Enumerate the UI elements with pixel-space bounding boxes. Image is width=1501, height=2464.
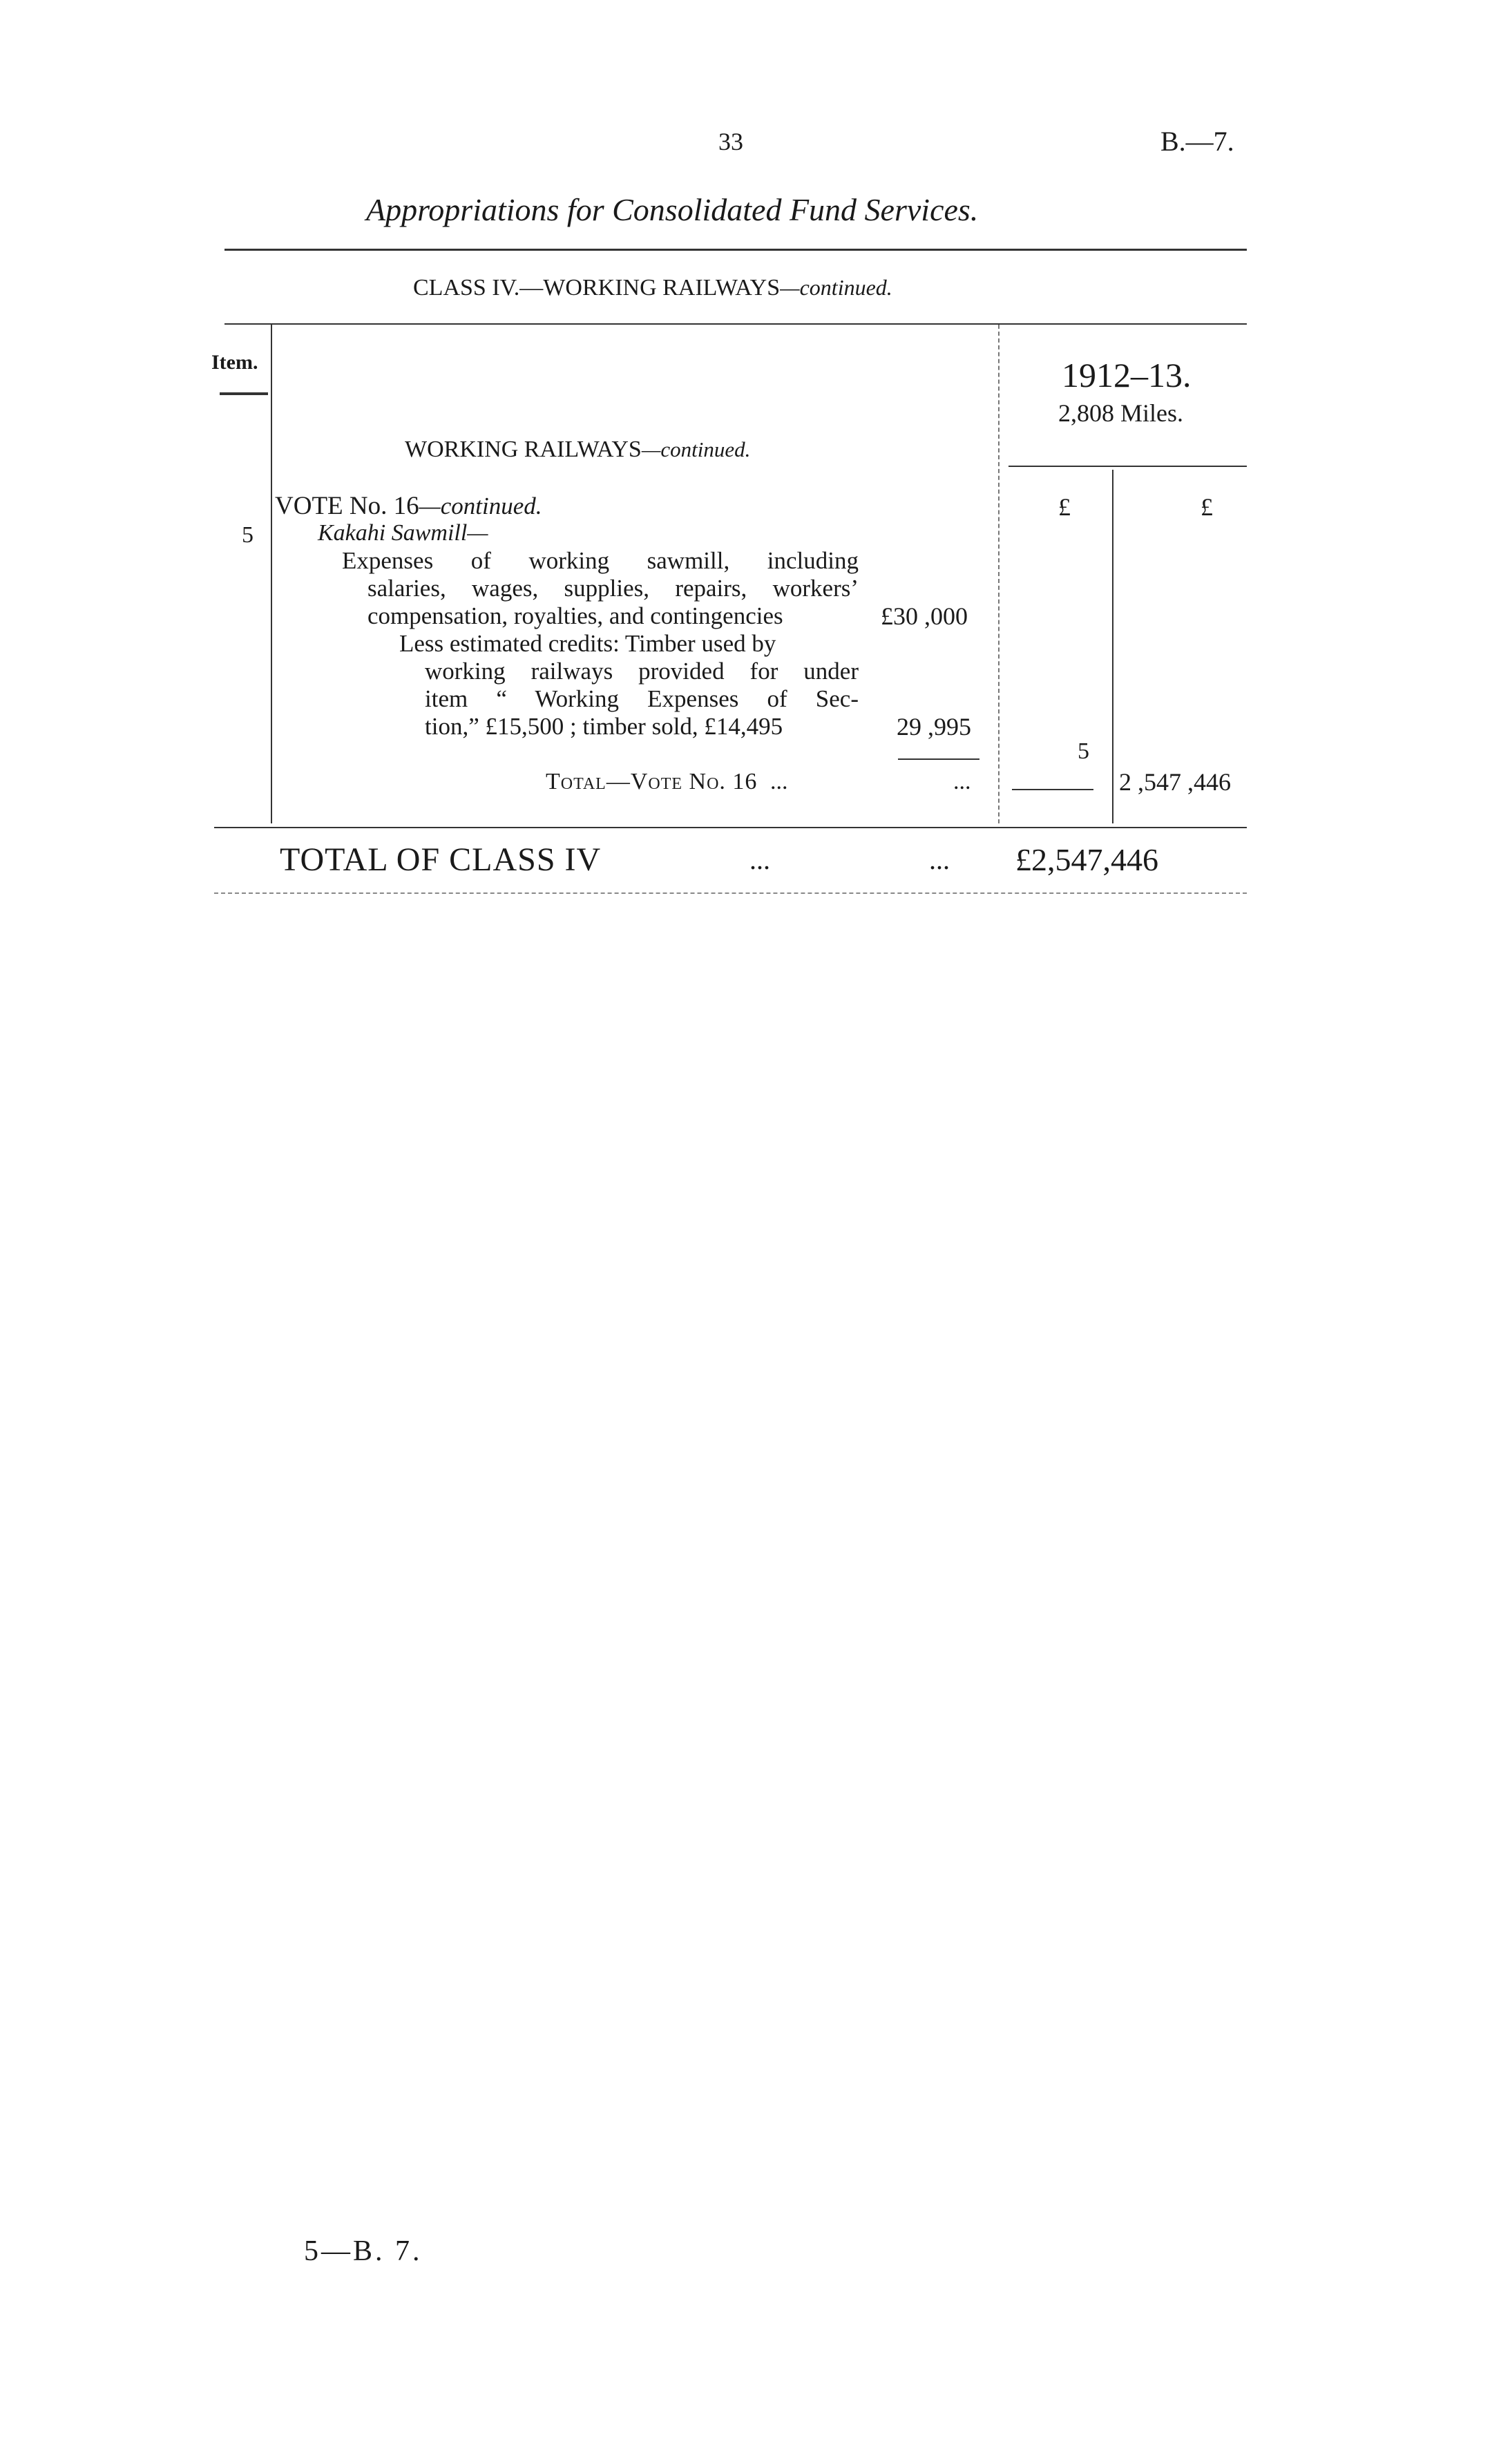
section-heading (405, 436, 750, 464)
class-total-dots-1: ... (749, 844, 770, 875)
vote-total-dots-2: ... (953, 769, 971, 794)
description-line: compensation, royalties, and contingencies (367, 602, 783, 629)
vote-total-amount: 2 ,547 ,446 (1119, 768, 1231, 796)
description-line: salaries, wages, supplies, repairs, workers’ (367, 575, 859, 602)
class-total-amount: £2,547,446 (1015, 842, 1158, 877)
item-number: 5 (242, 522, 254, 548)
vote-total-label: Total—Vote No. 16 (546, 769, 758, 794)
pound-sign-column-2: £ (1201, 493, 1213, 521)
description-column-divider (998, 325, 1000, 823)
vote-total-dots: ... (769, 769, 788, 794)
item-total-rule (1012, 789, 1093, 790)
description-line: tion,” £15,500 ; timber sold, £14,495 (425, 713, 783, 740)
class-heading-main: CLASS IV.—WORKING RAILWAYS (413, 275, 781, 300)
page-title: Appropriations for Consolidated Fund Services. (366, 192, 979, 227)
item-net-total: 5 (1078, 738, 1089, 764)
subtotal-rule (898, 758, 979, 760)
year-heading: 1912–13. (1062, 356, 1192, 394)
description-line: item “ Working Expenses of Sec- (425, 685, 859, 712)
table-top-rule (224, 323, 1247, 325)
section-heading-main: WORKING RAILWAYS (405, 437, 642, 462)
pound-sign-column-1: £ (1058, 493, 1071, 521)
document-code: B.—7. (1160, 126, 1234, 157)
table-bottom-rule (214, 827, 1247, 828)
vote-continued: —continued. (419, 493, 542, 519)
credits-amount: 29 ,995 (897, 713, 971, 741)
title-rule (224, 249, 1247, 251)
class-heading (413, 274, 892, 302)
year-header-rule (1008, 466, 1247, 467)
item-header-underline (220, 392, 268, 395)
item-title: Kakahi Sawmill— (318, 520, 488, 546)
vote-total-row (546, 768, 787, 796)
class-total-rule (214, 892, 1247, 894)
miles-heading: 2,808 Miles. (1058, 399, 1184, 427)
section-heading-continued: —continued. (641, 437, 751, 461)
description-line: Expenses of working sawmill, including (342, 547, 859, 574)
description-line: working railways provided for under (425, 658, 859, 685)
description-line: Less estimated credits: Timber used by (399, 630, 776, 657)
class-heading-continued: —continued. (780, 275, 892, 300)
class-total-label: TOTAL OF CLASS IV (280, 841, 602, 878)
item-header: Item. (211, 351, 258, 374)
item-column-divider (271, 325, 272, 823)
vote-number: VOTE No. 16 (275, 492, 419, 520)
amount-column-divider (1112, 470, 1113, 823)
page-number: 33 (718, 128, 743, 155)
class-total-dots-2: ... (929, 844, 950, 875)
signature-mark: 5—B. 7. (304, 2235, 423, 2267)
vote-line (275, 492, 542, 521)
gross-amount: £30 ,000 (881, 602, 968, 630)
